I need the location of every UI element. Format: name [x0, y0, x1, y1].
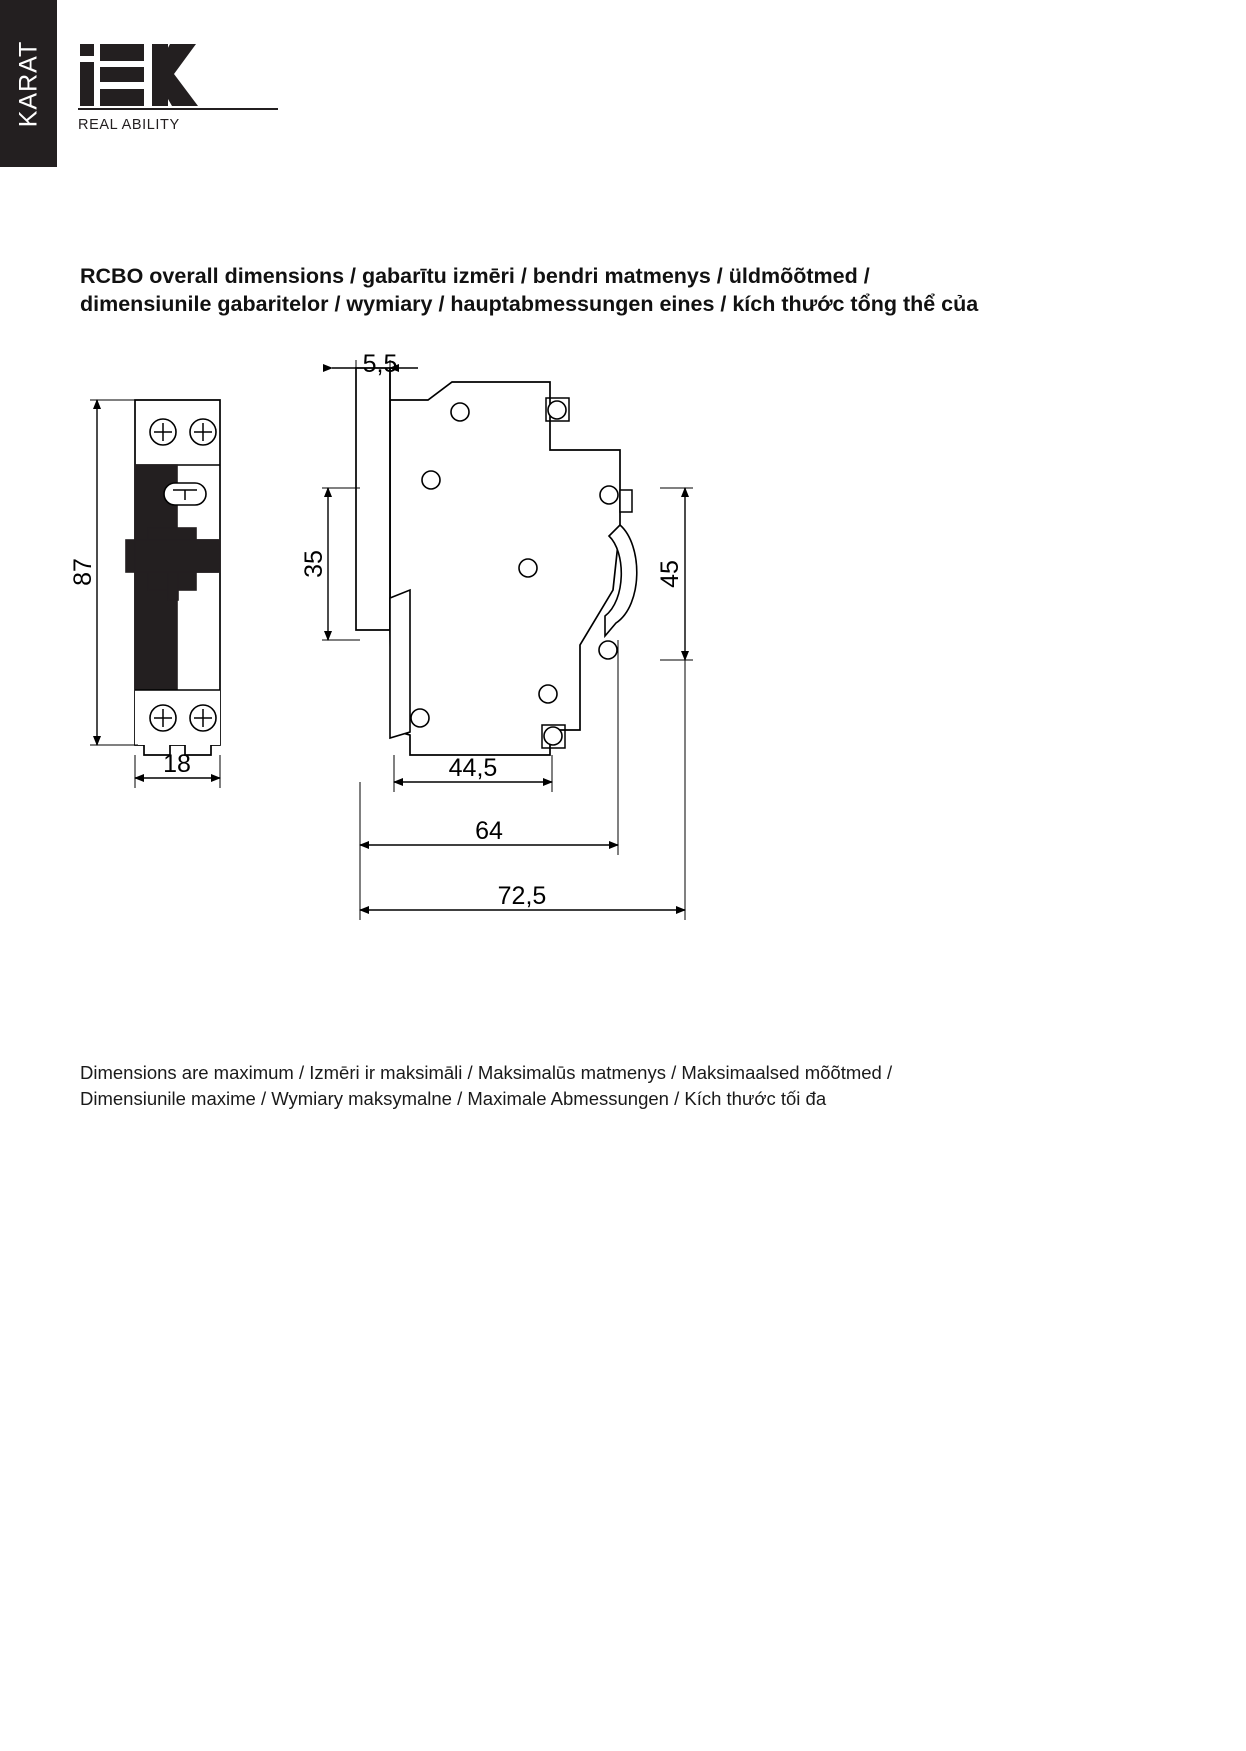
footnote-line-1: Dimensions are maximum / Izmēri ir maksimāli / Maksimalūs matmenys / Maksimaalsed mõõtmed /: [80, 1062, 893, 1083]
logo-block: [78, 38, 288, 133]
footnote-line-2: Dimensiunile maxime / Wymiary maksymalne / Maximale Abmessungen / Kích thước tối đa: [80, 1088, 827, 1110]
page-title-line-1: RCBO overall dimensions / gabarītu izmēri / bendri matmenys / üldmõõtmed /: [80, 264, 870, 288]
front-view-outline: [126, 400, 220, 755]
dimension-label-18: 18: [163, 750, 191, 778]
footnote: [80, 1060, 1100, 1113]
page-title-line-2: dimensiunile gabaritelor / wymiary / hauptabmessungen eines / kích thước tổng thể của: [80, 292, 979, 317]
brand-side-tab: [0, 0, 57, 167]
brand-tab-label: KARAT: [14, 40, 42, 127]
drawing-canvas: [60, 340, 1060, 940]
dimension-label-44-5: 44,5: [448, 754, 498, 782]
side-view-outline: [356, 368, 637, 755]
dimension-label-35: 35: [300, 550, 328, 578]
dimension-label-45: 45: [656, 560, 684, 588]
dimension-label-72-5: 72,5: [497, 882, 547, 910]
dimension-label-64: 64: [475, 817, 503, 845]
logo-tagline: REAL ABILITY: [78, 117, 180, 133]
dimension-label-5-5: 5,5: [362, 350, 398, 378]
dimension-label-87: 87: [69, 558, 97, 586]
dimension-drawing: [60, 340, 1060, 940]
iek-logo-icon: [78, 38, 278, 110]
page-title: [80, 262, 1090, 319]
